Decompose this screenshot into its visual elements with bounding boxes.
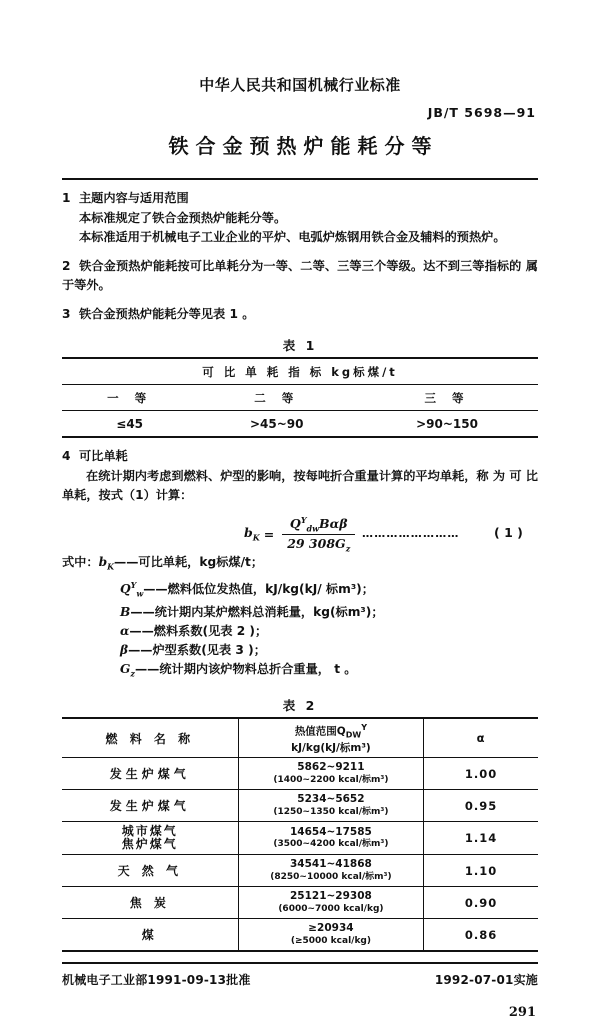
definition-row xyxy=(120,622,538,641)
table1-grade-3: 三 等 xyxy=(356,385,538,411)
footer-approval: 机械电子工业部1991-09-13批准 xyxy=(62,973,251,988)
table-row xyxy=(62,790,538,822)
def-2-symbol: B xyxy=(120,605,131,620)
table2-row-4-alpha: 0.90 xyxy=(424,887,538,919)
table-row xyxy=(62,758,538,790)
table1-value-row xyxy=(62,411,538,438)
table2-row-4-kcal: (6000~7000 kcal/kg) xyxy=(278,903,384,914)
table1-label: 表 1 xyxy=(282,338,318,353)
table2-row-2-fuel-line2: 焦炉煤气 xyxy=(121,837,178,852)
table2-row-4-kj: 25121~29308 xyxy=(289,890,372,903)
table2-row-3-alpha: 1.10 xyxy=(424,855,538,887)
table2 xyxy=(62,717,538,953)
table2-row-5-heat xyxy=(238,919,424,952)
def-0-text: ——可比单耗，kg标煤/t； xyxy=(114,554,264,569)
clause-3-text: 铁合金预热炉能耗分等见表 1 。 xyxy=(79,306,255,321)
table-row xyxy=(62,822,538,855)
def-3-symbol: α xyxy=(120,624,130,639)
clause-1-number: 1 xyxy=(62,191,71,205)
footer-divider xyxy=(62,962,538,964)
table1-value-3: >90~150 xyxy=(356,411,538,438)
def-2-text: ——统计期内某炉燃料总消耗量，kg(标m³)； xyxy=(130,605,384,620)
page-number: 291 xyxy=(508,1005,536,1020)
page-content xyxy=(62,60,538,1020)
def-4-symbol: β xyxy=(120,643,129,658)
clause-4-paragraph: 在统计期内考虑到燃料、炉型的影响，按每吨折合重量计算的平均单耗，称 为 可 比 单耗，按式（1）计算： xyxy=(62,468,538,502)
table2-row-0-kcal: (1400~2200 kcal/标m³) xyxy=(273,774,389,785)
clause-4-number: 4 xyxy=(62,449,71,463)
definition-row xyxy=(120,660,538,683)
clause-4 xyxy=(62,447,538,506)
table2-row-1-alpha: 0.95 xyxy=(424,790,538,822)
def-1-symbol: $Q^Y_w$ xyxy=(120,579,144,599)
table2-header-alpha: α xyxy=(424,718,538,758)
table2-header-heat-line2: kJ/kg(kJ/标m³) xyxy=(291,741,371,754)
definition-row xyxy=(120,603,538,622)
formula-definitions xyxy=(62,553,538,684)
definition-row xyxy=(120,576,538,604)
def-1-text: ——燃料低位发热值，kJ/kg(kJ/ 标m³)； xyxy=(143,582,374,596)
table1-span-header-row xyxy=(62,358,538,385)
table2-row-5-kcal: (≥5000 kcal/kg) xyxy=(290,935,371,946)
clause-1 xyxy=(62,189,538,248)
table2-row-5-fuel: 煤 xyxy=(62,919,238,952)
table1-grade-2: 二 等 xyxy=(197,385,356,411)
clause-1-line-2: 本标准适用于机械电子工业企业的平炉、电弧炉炼钢用铁合金及辅料的预热炉。 xyxy=(79,230,506,244)
where-label: 式中： xyxy=(62,554,99,569)
table2-row-3-kj: 34541~41868 xyxy=(289,858,372,871)
table2-row-2-kj: 14654~17585 xyxy=(289,825,372,838)
table2-row-2-fuel xyxy=(62,822,238,855)
table2-header-heat-value xyxy=(238,718,424,758)
header-divider xyxy=(62,178,538,180)
document-title: 铁合金预热炉能耗分等 xyxy=(168,134,439,158)
table1-grade-row xyxy=(62,385,538,411)
table2-row-3-kcal: (8250~10000 kcal/标m³) xyxy=(270,871,392,882)
table2-row-2-kcal: (3500~4200 kcal/标m³) xyxy=(273,839,389,850)
def-0-symbol: $b_K$ xyxy=(98,554,115,571)
table-row xyxy=(62,887,538,919)
clause-1-heading: 主题内容与适用范围 xyxy=(79,191,189,205)
table-row xyxy=(62,919,538,952)
definition-list xyxy=(62,576,538,684)
footer xyxy=(62,971,538,988)
table2-row-5-alpha: 0.86 xyxy=(424,919,538,952)
def-5-text: ——统计期内该炉物料总折合重量， t 。 xyxy=(134,662,357,677)
clause-3 xyxy=(62,305,538,325)
table1 xyxy=(62,357,538,438)
table2-header-fuel: 燃 料 名 称 xyxy=(62,718,238,758)
standard-number: JB/T 5698—91 xyxy=(427,105,536,120)
formula-expression xyxy=(244,515,355,554)
clause-1-line-1: 本标准规定了铁合金预热炉能耗分等。 xyxy=(79,210,287,225)
table2-row-2-heat xyxy=(238,822,424,855)
table2-row-2-alpha: 1.14 xyxy=(424,822,538,855)
footer-implementation: 1992-07-01实施 xyxy=(434,973,538,988)
table1-value-2: >45~90 xyxy=(197,411,356,438)
table2-header-row xyxy=(62,718,538,758)
table2-row-0-fuel: 发生炉煤气 xyxy=(62,758,238,790)
formula-row xyxy=(62,514,538,554)
table2-row-4-fuel: 焦 炭 xyxy=(62,887,238,919)
table2-label: 表 2 xyxy=(282,697,318,713)
formula-leader-dots: …………………… xyxy=(362,526,460,540)
formula-lhs: $b_K$ xyxy=(244,525,260,543)
table2-row-5-kj: ≥20934 xyxy=(308,922,354,935)
table2-row-1-kj: 5234~5652 xyxy=(297,793,365,806)
formula-numerator: $Q^Y_{dw}B\alpha\beta$ xyxy=(282,515,355,536)
formula-equals: = xyxy=(263,526,275,542)
clause-2 xyxy=(62,257,538,296)
formula-fraction xyxy=(282,515,355,554)
def-3-text: ——燃料系数(见表 2 )； xyxy=(129,624,268,639)
clause-2-number: 2 xyxy=(62,258,71,273)
table2-row-0-heat xyxy=(238,758,424,790)
table2-row-1-heat xyxy=(238,790,424,822)
table2-row-0-kj: 5862~9211 xyxy=(297,761,365,774)
table2-row-0-alpha: 1.00 xyxy=(424,758,538,790)
table2-row-3-fuel: 天 然 气 xyxy=(62,855,238,887)
table2-row-1-fuel: 发生炉煤气 xyxy=(62,790,238,822)
table2-row-3-heat xyxy=(238,855,424,887)
table2-row-1-kcal: (1250~1350 kcal/标m³) xyxy=(273,806,389,817)
standard-organization: 中华人民共和国机械行业标准 xyxy=(199,76,401,94)
clause-3-number: 3 xyxy=(62,306,71,321)
formula-number: ( 1 ) xyxy=(494,524,523,540)
definition-row xyxy=(120,641,538,660)
clause-2-text: 铁合金预热炉能耗按可比单耗分为一等、二等、三等三个等级。达不到三等指标的 属 于等外。 xyxy=(62,258,538,292)
def-4-text: ——炉型系数(见表 3 )； xyxy=(128,643,266,658)
table1-span-header: 可 比 单 耗 指 标 kg标煤/t xyxy=(62,358,538,385)
formula-denominator: 29 $308G_z$ xyxy=(287,536,351,554)
table2-row-4-heat xyxy=(238,887,424,919)
table-row xyxy=(62,855,538,887)
table1-grade-1: 一 等 xyxy=(62,385,197,411)
clause-4-heading: 可比单耗 xyxy=(79,449,128,463)
table2-row-2-fuel-line1: 城市煤气 xyxy=(121,824,178,839)
table2-header-heat-line1: 热值范围$Q_{DW}^Y$ xyxy=(294,722,368,740)
def-5-symbol: $G_z$ xyxy=(120,662,135,679)
table1-value-1: ≤45 xyxy=(62,411,197,438)
